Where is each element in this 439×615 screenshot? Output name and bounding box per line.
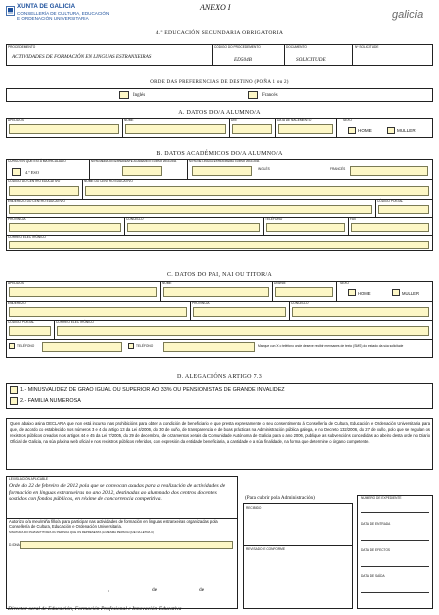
parent-surnames-input[interactable] [9, 287, 157, 297]
parent-male-checkbox[interactable] [348, 289, 356, 296]
xunta-shield-icon [6, 6, 15, 16]
course-value: 4.º ESO [25, 170, 40, 175]
academic-section-title: B. DATOS ACADÉMICOS DO/A ALUMNO/A [156, 151, 283, 157]
file-number-label: NÚMERO DE EXPEDIENTE [361, 496, 402, 500]
effect-date-slots[interactable] [361, 563, 429, 567]
exit-date-label: DATA DE SAÍDA [361, 574, 385, 578]
mobile-sms-checkbox[interactable] [128, 343, 134, 349]
document-label: DOCUMENTO [286, 45, 307, 49]
xunta-name: XUNTA DE GALICIA [17, 3, 76, 10]
parent-email-input[interactable] [57, 326, 429, 336]
center-postal-label: CÓDIGO POSTAL [377, 199, 404, 203]
parent-mobile-label: TELÉFONO [136, 344, 154, 348]
center-fax-label: FAX [350, 217, 357, 221]
student-name-label: NOME [124, 118, 134, 122]
parent-dni-input[interactable] [275, 287, 333, 297]
authorization-text: Autorizo o/a meu/miña fillo/a para participar nas actividades de formación en linguas estranxeiras organizadas pola Consellería de Cultura, Educación e Ordenación Universitaria. [9, 519, 218, 529]
education-level-title: 4.º EDUCACIÓN SECUNDARIA OBRIGATORIA [155, 30, 284, 36]
english-grade-label: INGLÉS [258, 167, 270, 171]
phone-sms-checkbox[interactable] [9, 343, 15, 349]
parent-phone-input[interactable] [42, 342, 122, 352]
preferences-box [6, 88, 433, 102]
foreign-language-label: NOTA DE LINGUA ESTRANXEIRA CURSO 2010-2011 [189, 159, 260, 163]
preferences-title: ORDE DAS PREFERENCIAS DE DESTINO (POÑA 1 ou 2) [150, 80, 289, 85]
sms-note: Marque cun X o teléfono onde desexe recibir mensaxes de texto (SMS) do estado da súa solicitude [258, 344, 404, 348]
annex-title: ANEXO I [200, 3, 231, 12]
student-name-input[interactable] [125, 124, 226, 134]
center-postal-input[interactable] [378, 205, 429, 214]
center-province-input[interactable] [9, 223, 121, 232]
footer-text: Director xeral de Educación, Formación Profesional e Innovación Educativa [8, 606, 182, 612]
date-comma: , [108, 587, 110, 593]
legislation-label: LEXISLACIÓN APLICABLE [9, 477, 48, 481]
center-name-label: NOME DO CENTRO EDUCATIVO [84, 179, 133, 183]
large-family-label: 2.- FAMILIA NUMEROSA [20, 398, 81, 404]
signer-name-input[interactable] [20, 541, 233, 549]
parent-postal-input[interactable] [9, 326, 51, 336]
student-birthdate-label: DATA DE NACEMENTO [277, 118, 312, 122]
parent-phone-label: TELÉFONO [17, 344, 35, 348]
disability-checkbox[interactable] [10, 386, 18, 394]
parent-address-label: ENDEREZO [8, 301, 26, 305]
student-dni-label: DNI [231, 118, 237, 122]
french-grade-label: FRANCÉS [330, 167, 346, 171]
allegations-section-title: D. ALEGACIÓNS ARTIGO 7.3 [176, 374, 262, 380]
parent-address-input[interactable] [9, 307, 187, 317]
parent-council-input[interactable] [292, 307, 429, 317]
parent-male-label: HOME [358, 291, 371, 296]
french-preference-field[interactable] [248, 91, 258, 99]
parent-dni-label: DNI/NIE [274, 281, 286, 285]
parent-surnames-label: APELIDOS [8, 281, 24, 285]
procedure-code-label: CÓDIGO DO PROCEDEMENTO [214, 45, 261, 49]
signature-label: SINATURA DO PAI/NAI/TITOR/A OU PERSOA QUE OS REPRESENTA (A MESMA PERSOA QUE NA LETRA C) [9, 530, 155, 534]
admin-box [243, 503, 353, 609]
center-phone-label: TELÉFONO [265, 217, 283, 221]
parent-province-input[interactable] [193, 307, 286, 317]
parent-province-label: PROVINCIA [192, 301, 210, 305]
course-label: CURSO EN QUE ESTÁ MATRICULADO [8, 159, 66, 163]
parent-email-label: CORREO ELECTRÓNICO [56, 320, 94, 324]
english-preference-field[interactable] [119, 91, 129, 99]
center-code-input[interactable] [9, 186, 79, 196]
center-address-label: ENDEREZO DO CENTRO EDUCATIVO [8, 199, 65, 203]
student-sex-label: SEXO [343, 118, 352, 122]
parent-council-label: CONCELLO [291, 301, 309, 305]
center-code-label: CÓDIGO DO CENTRO EDUCATIVO [8, 179, 61, 183]
signed-label: D./DNA [9, 543, 20, 547]
entry-date-label: DATA DE ENTRADA [361, 522, 391, 526]
center-address-input[interactable] [9, 205, 372, 214]
center-email-label: CORREO ELECTRÓNICO [8, 235, 46, 239]
date-de-1: de [152, 587, 158, 593]
center-council-input[interactable] [127, 223, 260, 232]
parent-section-title: C. DATOS DO PAI, NAI OU TITOR/A [166, 272, 273, 278]
admin-title: (Para cubrir pola Administración) [245, 495, 315, 501]
center-fax-input[interactable] [351, 223, 429, 232]
average-grade-input[interactable] [122, 166, 162, 176]
xunta-logo [6, 3, 15, 13]
disability-label: 1.- MINUSVALIDEZ DE GRAO IGUAL OU SUPERIOR AO 33% OU PENSIONISTAS DE GRANDE INVALIDEZ [20, 387, 285, 393]
parent-postal-label: CÓDIGO POSTAL [8, 320, 35, 324]
procedure-code-value: ED504B [234, 57, 252, 63]
parent-sex-label: SEXO [340, 281, 349, 285]
student-dni-input[interactable] [232, 124, 272, 134]
center-email-input[interactable] [9, 241, 429, 249]
procedure-value: ACTIVIDADES DE FORMACIÓN EN LINGUAS ESTRANXEIRAS [12, 54, 152, 60]
declaration-text: Quen abaixo asina DECLARA que non está incurso nas prohibicións para obter a condición de beneficiario e que presta expresamente o seu consentimento á Consellería de Cultura, Educación e Ordenación Universitaria para que, de acordo co establecido nos números 3 e 4 do artigo 13 da Lei 4/2006, do 30 de xuño, de transparencia e de boas prácticas na Administración pública galega, e no Decreto 132/2006, do 27 de xullo, polo que se regulan os rexistros públicos creados nos artigos 44 e 45 da Lei 7/2005, do 29 de decembro, de orzamentos xerais da Comunidade Autónoma de Galicia para o ano 2006, publique as subvencións concedidas ao abeiro desta orde no Diario Oficial de Galicia, na súa páxina web oficial e nos rexistros públicos referidos, con expresión da entidade beneficiaria, a cantidade e a súa finalidade, na forma que determine o órgano competente. [10, 421, 430, 444]
center-province-label: PROVINCIA [8, 217, 26, 221]
exit-date-slots[interactable] [361, 589, 429, 593]
procedure-label: PROCEDEMENTO [8, 45, 36, 49]
center-name-input[interactable] [85, 186, 429, 196]
request-number-label: Nº SOLICITUDE [355, 45, 379, 49]
date-de-2: de [199, 587, 205, 593]
parent-mobile-input[interactable] [163, 342, 255, 352]
parent-name-input[interactable] [163, 287, 269, 297]
french-preference-label: Francés [262, 93, 278, 98]
student-male-label: HOME [358, 128, 372, 133]
english-grade-input[interactable] [192, 166, 252, 176]
average-grade-label: NOTA MEDIA DO EXPEDIENTE ACADÉMICO CURSO 2010-2011 [91, 159, 177, 163]
student-male-checkbox[interactable] [348, 127, 356, 134]
admin-received-label: RECIBIDO [246, 506, 262, 510]
legislation-text: Orde do 22 de febreiro de 2012 pola que se convocan axudas para a realización de actividades de formación en linguas estranxeiras no ano 2012, destinadas ao alumnado dos centros docentes sostidos con fondos públicos, en réxime de concorrencia competitiva. [9, 483, 226, 503]
center-phone-input[interactable] [266, 223, 345, 232]
dept-line-1: CONSELLERÍA DE CULTURA, EDUCACIÓN [17, 11, 110, 16]
dept-line-2: E ORDENACIÓN UNIVERSITARIA [17, 16, 89, 21]
french-grade-input[interactable] [350, 166, 428, 176]
large-family-checkbox[interactable] [10, 397, 18, 405]
parent-female-label: MULLER [402, 291, 419, 296]
student-female-checkbox[interactable] [387, 127, 395, 134]
student-surnames-input[interactable] [9, 124, 119, 134]
course-checkbox[interactable] [12, 168, 21, 176]
center-council-label: CONCELLO [126, 217, 144, 221]
student-birthdate-input[interactable] [278, 124, 333, 134]
effect-date-label: DATA DE EFECTOS [361, 548, 391, 552]
galicia-logo: galicia [392, 9, 424, 21]
student-surnames-label: APELIDOS [8, 118, 24, 122]
document-value: SOLICITUDE [296, 57, 326, 63]
admin-reviewed-label: REVISADO E CONFORME [246, 547, 285, 551]
parent-name-label: NOME [162, 281, 172, 285]
english-preference-label: Inglés [133, 93, 146, 98]
student-section-title: A. DATOS DO/A ALUMNO/A [178, 110, 261, 116]
parent-female-checkbox[interactable] [392, 289, 400, 296]
entry-date-slots[interactable] [361, 537, 429, 541]
student-female-label: MULLER [397, 128, 416, 133]
